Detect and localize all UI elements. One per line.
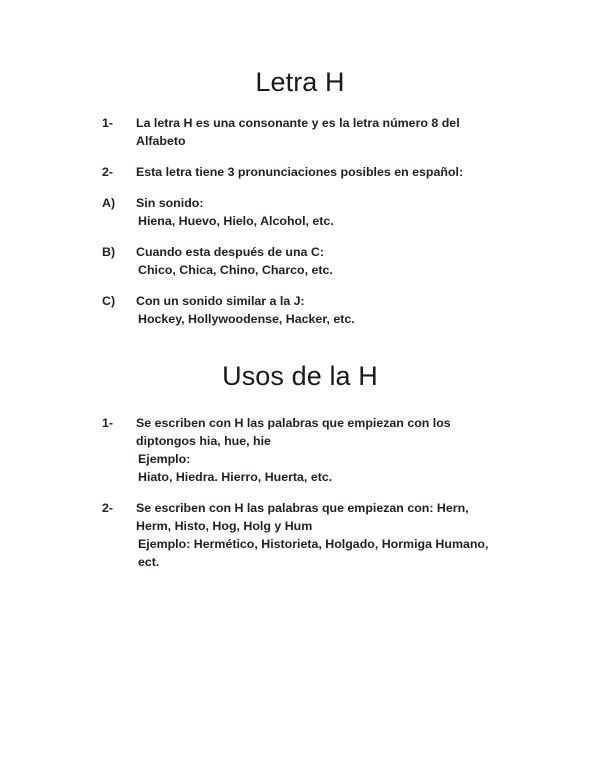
list-item-text: Con un sonido similar a la J: bbox=[136, 294, 305, 308]
section-usos-de-la-h bbox=[0, 414, 600, 571]
list-item-marker: 1- bbox=[102, 116, 114, 130]
list-item-marker: 2- bbox=[102, 165, 114, 179]
page-title-letra-h: Letra H bbox=[255, 67, 345, 97]
list-item-marker: A) bbox=[102, 196, 116, 210]
list-item-marker: 2- bbox=[102, 501, 114, 515]
list-item-marker: C) bbox=[102, 294, 116, 308]
list-item-examples: Hiena, Huevo, Hielo, Alcohol, etc. bbox=[138, 214, 334, 228]
list-item bbox=[102, 292, 500, 328]
page-title-usos-de-la-h: Usos de la H bbox=[222, 361, 378, 391]
list-item bbox=[102, 163, 500, 181]
list-item-text: Se escriben con H las palabras que empiezan con: Hern, Herm, Histo, Hog, Holg y Hum bbox=[136, 501, 469, 533]
list-item-examples: Hiato, Hiedra. Hierro, Huerta, etc. bbox=[138, 470, 333, 484]
section-letra-h bbox=[0, 114, 600, 328]
list-item bbox=[102, 243, 500, 279]
list-item-text: La letra H es una consonante y es la letra número 8 del Alfabeto bbox=[136, 116, 460, 148]
list-item-examples: Chico, Chica, Chino, Charco, etc. bbox=[138, 263, 333, 277]
list-item bbox=[102, 194, 500, 230]
list-item-marker: B) bbox=[102, 245, 116, 259]
list-item-marker: 1- bbox=[102, 416, 114, 430]
list-item bbox=[102, 414, 500, 486]
list-item-text: Sin sonido: bbox=[136, 196, 204, 210]
list-item-examples: Ejemplo: Hermético, Historieta, Holgado, Hormiga Humano, ect. bbox=[138, 537, 489, 569]
list-item bbox=[102, 499, 500, 571]
list-item-text: Se escriben con H las palabras que empiezan con los diptongos hia, hue, hie bbox=[136, 416, 451, 448]
list-item-example-label: Ejemplo: bbox=[138, 452, 191, 466]
list-item bbox=[102, 114, 500, 150]
list-item-text: Cuando esta después de una C: bbox=[136, 245, 324, 259]
list-item-text: Esta letra tiene 3 pronunciaciones posibles en español: bbox=[136, 165, 464, 179]
list-item-examples: Hockey, Hollywoodense, Hacker, etc. bbox=[138, 312, 355, 326]
